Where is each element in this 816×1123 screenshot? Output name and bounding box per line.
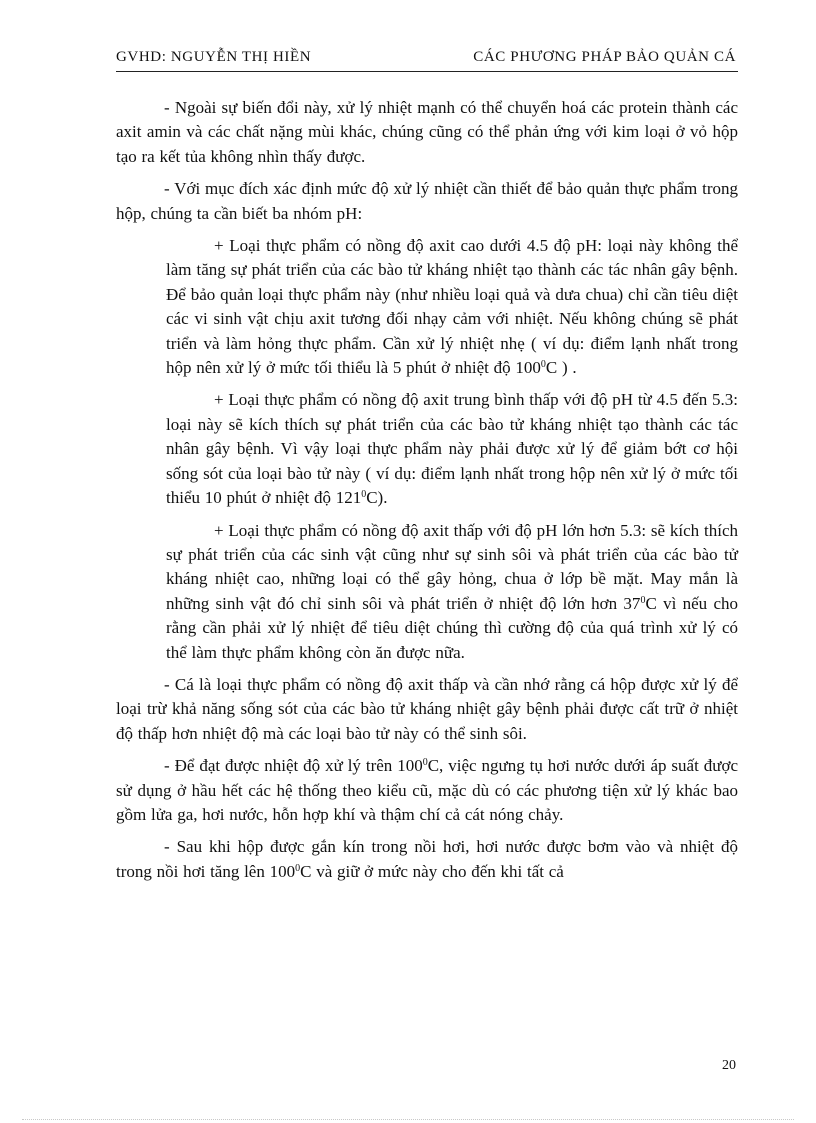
- page-number: 20: [722, 1058, 736, 1073]
- paragraph: - Để đạt được nhiệt độ xử lý trên $100^0C$, việc ngưng tụ hơi nước dưới áp suất được sử dụng ở hầu hết các hệ thống theo kiểu cũ, mặc dù có các phương tiện xử lý khác bao gồm lửa ga, hơi nước, hỗn hợp khí và thậm chí cả cát nóng chảy.: [116, 756, 738, 824]
- header-title: CÁC PHƯƠNG PHÁP BẢO QUẢN CÁ: [473, 49, 736, 65]
- ph-group-item: + Loại thực phẩm có nồng độ axit trung bình thấp với độ pH từ 4.5 đến 5.3: loại này sẽ kích thích sự phát triển của các bào tử kháng nhiệt tạo thành các tác nhân gây bệnh. Vì vậy loại thực phẩm này phải được xử lý để giảm bớt cơ hội sống sót của loại bào tử này ( ví dụ: điểm lạnh nhất trong hộp nên xử lý ở mức tối thiểu 10 phút ở nhiệt độ $121^0C$).: [166, 390, 738, 508]
- ph-group-item: + Loại thực phẩm có nồng độ axit cao dưới 4.5 độ pH: loại này không thể làm tăng sự phát triển của các bào tử kháng nhiệt tạo thành các tác nhân gây bệnh. Để bảo quản loại thực phẩm này (như nhiều loại quả và dưa chua) chỉ cần tiêu diệt các vi sinh vật chịu axit tương đối nhạy cảm với nhiệt. Nếu không chúng sẽ phát triển và làm hỏng thực phẩm. Cần xử lý nhiệt nhẹ ( ví dụ: điểm lạnh nhất trong hộp nên xử lý ở mức tối thiểu là 5 phút ở nhiệt độ $100^0C$ ) .: [166, 236, 738, 378]
- paragraph: - Sau khi hộp được gắn kín trong nồi hơi, hơi nước được bơm vào và nhiệt độ trong nồi hơi tăng lên $100^0C$ và giữ ở mức này cho đến khi tất cả: [116, 837, 738, 881]
- header-instructor: GVHD: NGUYỄN THỊ HIỀN: [116, 49, 312, 65]
- paragraph: - Ngoài sự biến đổi này, xử lý nhiệt mạnh có thể chuyển hoá các protein thành các axit amin và các chất nặng mùi khác, chúng cũng có thể phản ứng với kim loại ở vỏ hộp tạo ra kết tủa không nhìn thấy được.: [116, 98, 738, 166]
- ph-group-item: + Loại thực phẩm có nồng độ axit thấp với độ pH lớn hơn 5.3: sẽ kích thích sự phát triển của các sinh vật cũng như sự sinh sôi và phát triển của các bào tử kháng nhiệt cao, những loại có thể gây hỏng, chua ở lớp bề mặt. May mắn là những sinh vật đó chỉ sinh sôi và phát triển ở nhiệt độ lớn hơn $37^0C$ vì nếu cho rằng cần phải xử lý nhiệt để tiêu diệt chúng thì cường độ của quá trình xử lý có thể làm thực phẩm không còn ăn được nữa.: [166, 520, 738, 662]
- document-body: [116, 96, 738, 892]
- paragraph: - Với mục đích xác định mức độ xử lý nhiệt cần thiết để bảo quản thực phẩm trong hộp, chúng ta cần biết ba nhóm pH:: [116, 179, 738, 223]
- footer-divider: [22, 1119, 794, 1120]
- page-header: [116, 47, 738, 72]
- paragraph: - Cá là loại thực phẩm có nồng độ axit thấp và cần nhớ rằng cá hộp được xử lý để loại trừ khả năng sống sót của các bào tử kháng nhiệt gây bệnh phải được cất trữ ở nhiệt độ thấp hơn nhiệt độ mà các loại bào tử này có thể sinh sôi.: [116, 674, 738, 743]
